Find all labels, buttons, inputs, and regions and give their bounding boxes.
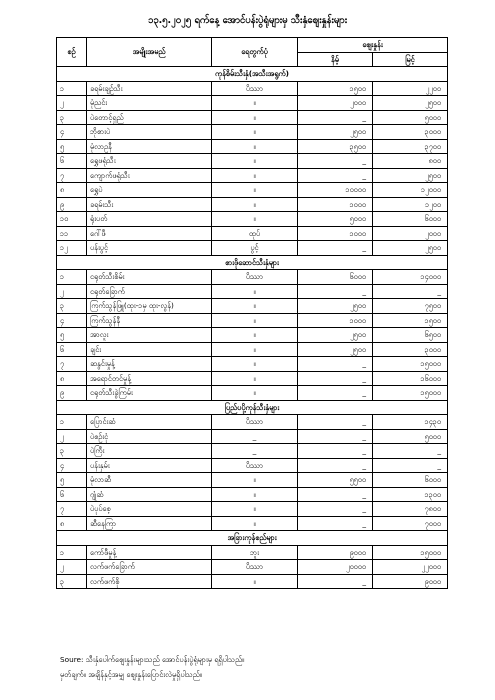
row-item: ပန်းနှမ်း	[87, 458, 212, 473]
row-no: ၈	[57, 371, 87, 386]
table-row	[57, 81, 448, 96]
row-price-low: _	[298, 415, 373, 430]
row-price-high: ၇၈၀၀	[373, 502, 448, 517]
row-no: ၆	[57, 342, 87, 357]
row-price-high: ၆၀၀၀	[373, 473, 448, 488]
row-price-low: ၁၀၀၀	[298, 197, 373, 212]
row-price-high: _	[373, 284, 448, 299]
row-unit: ပိဿာ	[212, 270, 298, 285]
row-unit: ။	[212, 574, 298, 589]
row-item: ရွှေပဲ	[87, 183, 212, 198]
row-price-low: _	[298, 241, 373, 256]
row-no: ၂	[57, 96, 87, 111]
table-row	[57, 284, 448, 299]
row-price-high: _	[373, 444, 448, 459]
row-price-high: ၃၇၀၀	[373, 139, 448, 154]
row-unit: ပိဿာ	[212, 81, 298, 96]
table-row	[57, 270, 448, 285]
section-header-row	[57, 400, 448, 415]
row-no: ၇	[57, 357, 87, 372]
row-item: ကြက်သွန်ဖြူ(ထုး-၁မှ ထုး-လွန်)	[87, 299, 212, 314]
row-price-high: ၂၅၀၀	[373, 241, 448, 256]
section-header-row	[57, 67, 448, 82]
remark-note: မှတ်ချက်။ အချိန်နှင့်အမျှ ဈေးနှုန်းပြောင်းလဲမှုရှိပါသည်။	[60, 670, 203, 679]
row-price-low: _	[298, 110, 373, 125]
section-title: ပြည်ပပို့ကုန်သီးနှံများ	[57, 400, 448, 415]
row-item: ကော်ဖီမှုန့်	[87, 545, 212, 560]
table-row	[57, 357, 448, 372]
row-item: ဂျုံဆံ	[87, 487, 212, 502]
table-row	[57, 313, 448, 328]
row-price-high: ၆၅၀၀	[373, 328, 448, 343]
row-price-low: _	[298, 444, 373, 459]
row-item: ဆနွင်းမှုန့်	[87, 357, 212, 372]
row-no: ၄	[57, 313, 87, 328]
header-low: နိမ့်	[298, 52, 373, 67]
row-unit: ။	[212, 313, 298, 328]
row-item: အရောင်တင်မှုန့်	[87, 371, 212, 386]
row-item: ခရမ်းချဉ်သီး	[87, 81, 212, 96]
row-unit: ပိဿာ	[212, 415, 298, 430]
header-price: ဈေးနှုန်း	[298, 38, 448, 53]
section-title: အခြားကုန်စည်များ	[57, 531, 448, 546]
row-unit: ။	[212, 125, 298, 140]
row-unit: ။	[212, 154, 298, 169]
row-price-low: ၁၀၀၀	[298, 313, 373, 328]
row-unit: ပိဿာ	[212, 458, 298, 473]
row-unit: ။	[212, 183, 298, 198]
row-unit: ။	[212, 139, 298, 154]
row-unit: ။	[212, 487, 298, 502]
row-no: ၃	[57, 574, 87, 589]
row-price-low: _	[298, 502, 373, 517]
row-price-low: ၃၅၀၀	[298, 139, 373, 154]
row-no: ၃	[57, 444, 87, 459]
row-item: ဂေါ်ဖီ	[87, 226, 212, 241]
row-price-low: ၁၀၀၀	[298, 226, 373, 241]
section-header-row	[57, 255, 448, 270]
table-row	[57, 415, 448, 430]
row-price-low: ၁၅၀၀	[298, 81, 373, 96]
table-row	[57, 328, 448, 343]
row-price-high: ၃၀၀၀	[373, 125, 448, 140]
row-price-high: ၁၄၀၀၀	[373, 270, 448, 285]
table-row	[57, 386, 448, 401]
row-price-high: ၁၂၀၀၀	[373, 183, 448, 198]
row-no: ၁	[57, 415, 87, 430]
row-price-low: ၂၅၀၀	[298, 125, 373, 140]
row-unit: ။	[212, 328, 298, 343]
table-row	[57, 125, 448, 140]
row-no: ၉	[57, 386, 87, 401]
row-no: ၃	[57, 110, 87, 125]
row-unit: ။	[212, 197, 298, 212]
row-item: ပြောင်းဆံ	[87, 415, 212, 430]
row-no: ၈	[57, 183, 87, 198]
row-price-high: _	[373, 458, 448, 473]
row-item: ပန်းပွင့်	[87, 241, 212, 256]
row-no: ၅	[57, 139, 87, 154]
row-item: ပဲတောင့်ရှည်	[87, 110, 212, 125]
row-price-low: _	[298, 574, 373, 589]
page-title: ၁၃.၅.၂၀၂၅ ရက်နေ့ အောင်ပန်းပွဲရုံများမှ သီးနှံဈေးနှုန်းများ	[147, 15, 348, 26]
row-unit: ။	[212, 342, 298, 357]
row-no: ၁	[57, 545, 87, 560]
row-item: မုံလာဆီ	[87, 473, 212, 488]
row-unit: _	[212, 444, 298, 459]
row-price-low: ၁၀၀၀၀	[298, 183, 373, 198]
table-row	[57, 458, 448, 473]
row-price-high: ၇၀၀၀	[373, 516, 448, 531]
table-row	[57, 371, 448, 386]
table-row	[57, 226, 448, 241]
table-row	[57, 96, 448, 111]
row-price-low: ၅၅၀၀	[298, 473, 373, 488]
row-no: ၂	[57, 429, 87, 444]
row-no: ၁	[57, 81, 87, 96]
row-price-low: _	[298, 154, 373, 169]
row-no: ၈	[57, 516, 87, 531]
row-price-high: ၆၀၀၀	[373, 212, 448, 227]
source-note: Soure: သီးနှံပေါက်ဈေးနှုန်းများသည် အောင်ပန်းပွဲရုံများမှ ရရှိပါသည်။	[60, 655, 245, 664]
row-unit: ။	[212, 299, 298, 314]
row-price-low: ၉၀၀၀	[298, 545, 373, 560]
row-no: ၇	[57, 502, 87, 517]
row-price-low: _	[298, 429, 373, 444]
row-unit: ။	[212, 96, 298, 111]
table-row	[57, 241, 448, 256]
header-high: မြင့်	[373, 52, 448, 67]
row-no: ၉	[57, 197, 87, 212]
table-row	[57, 139, 448, 154]
row-item: ဘိုစားပဲ	[87, 125, 212, 140]
table-row	[57, 342, 448, 357]
table-row	[57, 473, 448, 488]
row-no: ၇	[57, 168, 87, 183]
row-price-high: ၂၅၀၀	[373, 168, 448, 183]
row-item: မုံညင်း	[87, 96, 212, 111]
row-item: ငရုတ်သီးခွဲကြမ်း	[87, 386, 212, 401]
row-price-high: ၁၅၀၀၀	[373, 386, 448, 401]
row-unit: ပွင့်	[212, 241, 298, 256]
row-item: လက်ဖက်ခြောက်	[87, 560, 212, 575]
row-item: ခရမ်းသီး	[87, 197, 212, 212]
row-no: ၁၁	[57, 226, 87, 241]
header-unit: ရေတွက်ပုံ	[212, 38, 298, 67]
row-price-high: ၂၂၀၀	[373, 81, 448, 96]
row-price-high: ၁၆၀၀၀	[373, 371, 448, 386]
row-unit: ။	[212, 386, 298, 401]
row-price-low: _	[298, 516, 373, 531]
row-item: ရွှေဖရုံသီး	[87, 154, 212, 169]
table-row	[57, 299, 448, 314]
row-no: ၂	[57, 560, 87, 575]
row-price-low: _	[298, 168, 373, 183]
header-no: စဉ်	[57, 38, 87, 67]
row-unit: ဘူး	[212, 545, 298, 560]
row-no: ၄	[57, 125, 87, 140]
section-title: ကုန်စိမ်းသီးနှံ(အသီးအရွက်)	[57, 67, 448, 82]
table-row	[57, 429, 448, 444]
row-unit: ထုပ်	[212, 226, 298, 241]
row-no: ၁၂	[57, 241, 87, 256]
row-unit: ။	[212, 284, 298, 299]
row-item: လက်ဖက်စို	[87, 574, 212, 589]
row-unit: ။	[212, 502, 298, 517]
row-price-low: ၆၀၀၀	[298, 270, 373, 285]
table-row	[57, 183, 448, 198]
table-body	[57, 67, 448, 589]
row-item: ဆီနေကြာ	[87, 516, 212, 531]
table-row	[57, 212, 448, 227]
row-no: ၁၀	[57, 212, 87, 227]
row-price-high: ၃၀၀၀	[373, 342, 448, 357]
row-price-low: _	[298, 487, 373, 502]
table-row	[57, 168, 448, 183]
row-price-high: ၂၂၀၀၀	[373, 560, 448, 575]
row-price-high: ၂၀၀၀	[373, 226, 448, 241]
row-unit: ။	[212, 212, 298, 227]
row-no: ၆	[57, 154, 87, 169]
row-unit: ။	[212, 168, 298, 183]
row-item: ပဲကြီး	[87, 444, 212, 459]
row-price-high: ၅၀၀၀	[373, 110, 448, 125]
row-price-high: ၈၀၀	[373, 154, 448, 169]
row-price-low: ၂၅၀၀	[298, 328, 373, 343]
table-row	[57, 487, 448, 502]
header-item: အမျိုးအမည်	[87, 38, 212, 67]
row-no: ၅	[57, 473, 87, 488]
row-unit: ပိဿာ	[212, 560, 298, 575]
row-item: ပဲပုပ်စေ့	[87, 502, 212, 517]
row-price-low: ၅၀၀၀	[298, 212, 373, 227]
row-price-high: ၁၂၀၀	[373, 197, 448, 212]
row-item: ချင်း	[87, 342, 212, 357]
row-item: ငရုတ်ခြောက်	[87, 284, 212, 299]
row-price-low: ၂၅၀၀	[298, 342, 373, 357]
row-price-low: ၂၅၀၀	[298, 299, 373, 314]
price-table	[56, 37, 448, 589]
table-row	[57, 560, 448, 575]
row-unit: ။	[212, 473, 298, 488]
row-price-high: ၁၃၀၀	[373, 487, 448, 502]
row-price-high: ၅၀၀၀	[373, 429, 448, 444]
table-row	[57, 574, 448, 589]
row-price-high: ၁၅၀၀၀	[373, 357, 448, 372]
table-row	[57, 545, 448, 560]
row-price-low: _	[298, 357, 373, 372]
row-no: ၄	[57, 458, 87, 473]
row-unit: ။	[212, 110, 298, 125]
row-no: ၁	[57, 270, 87, 285]
table-row	[57, 110, 448, 125]
table-row	[57, 444, 448, 459]
row-price-high: ၂၅၀၀	[373, 96, 448, 111]
row-price-low: _	[298, 371, 373, 386]
row-no: ၃	[57, 299, 87, 314]
notes	[60, 652, 244, 682]
row-unit: ။	[212, 371, 298, 386]
row-price-low: _	[298, 386, 373, 401]
row-price-high: ၁၅၀၀၀	[373, 545, 448, 560]
row-price-low: ၂၀၀၀၀	[298, 560, 373, 575]
row-price-high: ၁၅၀၀	[373, 313, 448, 328]
row-item: အာလူး	[87, 328, 212, 343]
table-row	[57, 502, 448, 517]
row-price-low: _	[298, 284, 373, 299]
row-unit: ။	[212, 357, 298, 372]
row-price-high: ၇၅၀၀	[373, 299, 448, 314]
row-unit: ။	[212, 516, 298, 531]
row-unit: _	[212, 429, 298, 444]
row-price-high: ၉၀၀၀	[373, 574, 448, 589]
row-no: ၂	[57, 284, 87, 299]
row-item: ငရုတ်သီးစိမ်း	[87, 270, 212, 285]
table-row	[57, 154, 448, 169]
section-header-row	[57, 531, 448, 546]
section-title: စားဖိုဆောင်သီးနှံများ	[57, 255, 448, 270]
row-item: မုံလာဥနီ	[87, 139, 212, 154]
row-item: ပဲစဉ်းငုံ	[87, 429, 212, 444]
row-no: ၆	[57, 487, 87, 502]
row-price-low: _	[298, 458, 373, 473]
row-item: ကျောက်ဖရုံသီး	[87, 168, 212, 183]
table-row	[57, 516, 448, 531]
row-item: ကြက်သွန်နီ	[87, 313, 212, 328]
table-row	[57, 197, 448, 212]
row-price-high: ၁၄၃၀	[373, 415, 448, 430]
row-item: ရုံးပတ်	[87, 212, 212, 227]
row-price-low: ၂၀၀၀	[298, 96, 373, 111]
row-no: ၅	[57, 328, 87, 343]
